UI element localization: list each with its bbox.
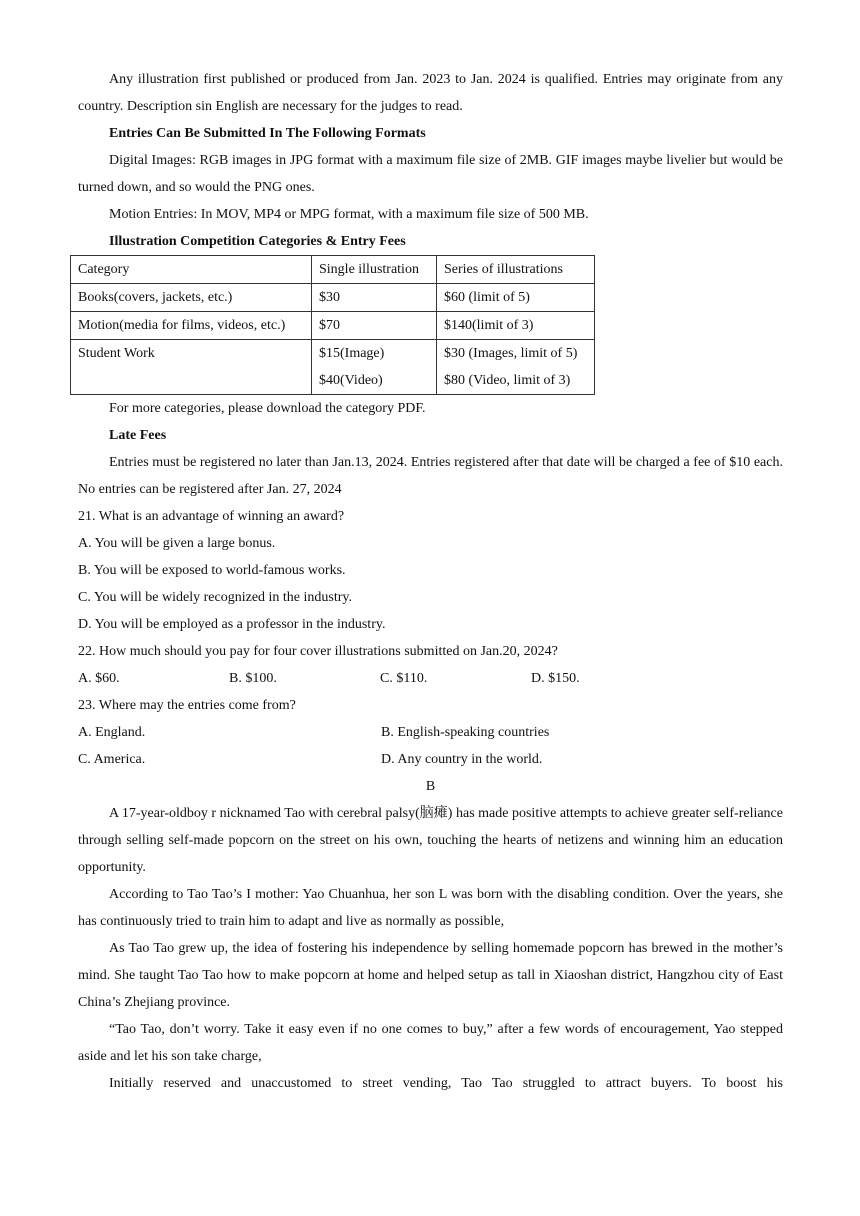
options-row (78, 665, 783, 692)
options-row (78, 719, 783, 746)
table-cell-series (437, 340, 595, 395)
option: C. You will be widely recognized in the industry. (78, 590, 353, 605)
passage-paragraph: As Tao Tao grew up, the idea of fostering his independence by selling homemade popcorn has brewed in the mother’s mind. She taught Tao Tao how to make popcorn at home and helped setup as tall in Xiaoshan district, Hangzhou city of East China’s Zhejiang province. (78, 941, 783, 1010)
table-cell-series: $60 (limit of 5) (437, 284, 595, 312)
passage-paragraph: Initially reserved and unaccustomed to street vending, Tao Tao struggled to attract buyers. To boost his (109, 1076, 783, 1091)
option: D. Any country in the world. (381, 752, 543, 767)
more-categories-note: For more categories, please download the category PDF. (109, 401, 426, 416)
question-21: 21. What is an advantage of winning an award? (78, 509, 345, 524)
table-header-row (71, 256, 595, 284)
table-header-cell: Series of illustrations (437, 256, 595, 284)
table-cell-line: $30 (Images, limit of 5) (444, 346, 578, 361)
table-cell-single (312, 340, 437, 395)
table-cell-category: Books(covers, jackets, etc.) (71, 284, 312, 312)
table-cell-single: $30 (312, 284, 437, 312)
document-page (78, 66, 783, 1097)
option: B. You will be exposed to world-famous works. (78, 563, 346, 578)
table-cell-series: $140(limit of 3) (437, 312, 595, 340)
section-b-heading: B (425, 779, 436, 794)
option: A. You will be given a large bonus. (78, 536, 276, 551)
option: C. America. (78, 752, 146, 767)
options-row (78, 746, 783, 773)
table-row (71, 284, 595, 312)
table-cell-single: $70 (312, 312, 437, 340)
option: D. $150. (531, 671, 580, 686)
formats-motion-entries: Motion Entries: In MOV, MP4 or MPG format, with a maximum file size of 500 MB. (109, 207, 589, 222)
passage-paragraph: “Tao Tao, don’t worry. Take it easy even if no one comes to buy,” after a few words of encouragement, Yao stepped aside and let his son take charge, (78, 1022, 783, 1064)
option: B. English-speaking countries (381, 725, 550, 740)
table-header-cell: Single illustration (312, 256, 437, 284)
table-row (71, 312, 595, 340)
option: B. $100. (229, 671, 277, 686)
table-row (71, 340, 595, 395)
option: A. $60. (78, 671, 120, 686)
table-cell-line: $15(Image) (319, 346, 385, 361)
question-23: 23. Where may the entries come from? (78, 698, 296, 713)
entry-fees-table (70, 255, 595, 395)
intro-paragraph: Any illustration first published or produced from Jan. 2023 to Jan. 2024 is qualified. Entries may originate from any country. Description sin English are necessary for the judges to read. (78, 72, 783, 114)
late-fees-heading: Late Fees (109, 428, 167, 443)
table-header-cell: Category (71, 256, 312, 284)
table-cell-line: $80 (Video, limit of 3) (444, 373, 571, 388)
late-fees-paragraph: Entries must be registered no later than Jan.13, 2024. Entries registered after that date will be charged a fee of $10 each. No entries can be registered after Jan. 27, 2024 (78, 455, 783, 497)
table-cell-category: Motion(media for films, videos, etc.) (71, 312, 312, 340)
option: C. $110. (380, 671, 428, 686)
table-cell-line: $40(Video) (319, 373, 383, 388)
passage-paragraph: A 17-year-oldboy r nicknamed Tao with cerebral palsy(脑瘫) has made positive attempts to achieve greater self-reliance through selling self-made popcorn on the street on his own, touching the hearts of netizens and winning him an education opportunity. (78, 806, 783, 875)
option: A. England. (78, 725, 146, 740)
question-22: 22. How much should you pay for four cover illustrations submitted on Jan.20, 2024? (78, 644, 558, 659)
formats-heading: Entries Can Be Submitted In The Following Formats (109, 126, 426, 141)
formats-digital-images: Digital Images: RGB images in JPG format with a maximum file size of 2MB. GIF images maybe livelier but would be turned down, and so would the PNG ones. (78, 153, 783, 195)
table-cell-category: Student Work (71, 340, 312, 395)
passage-paragraph: According to Tao Tao’s I mother: Yao Chuanhua, her son L was born with the disabling condition. Over the years, she has continuously tried to train him to adapt and live as normally as possible, (78, 887, 783, 929)
option: D. You will be employed as a professor in the industry. (78, 617, 386, 632)
table-heading: Illustration Competition Categories & Entry Fees (109, 234, 406, 249)
